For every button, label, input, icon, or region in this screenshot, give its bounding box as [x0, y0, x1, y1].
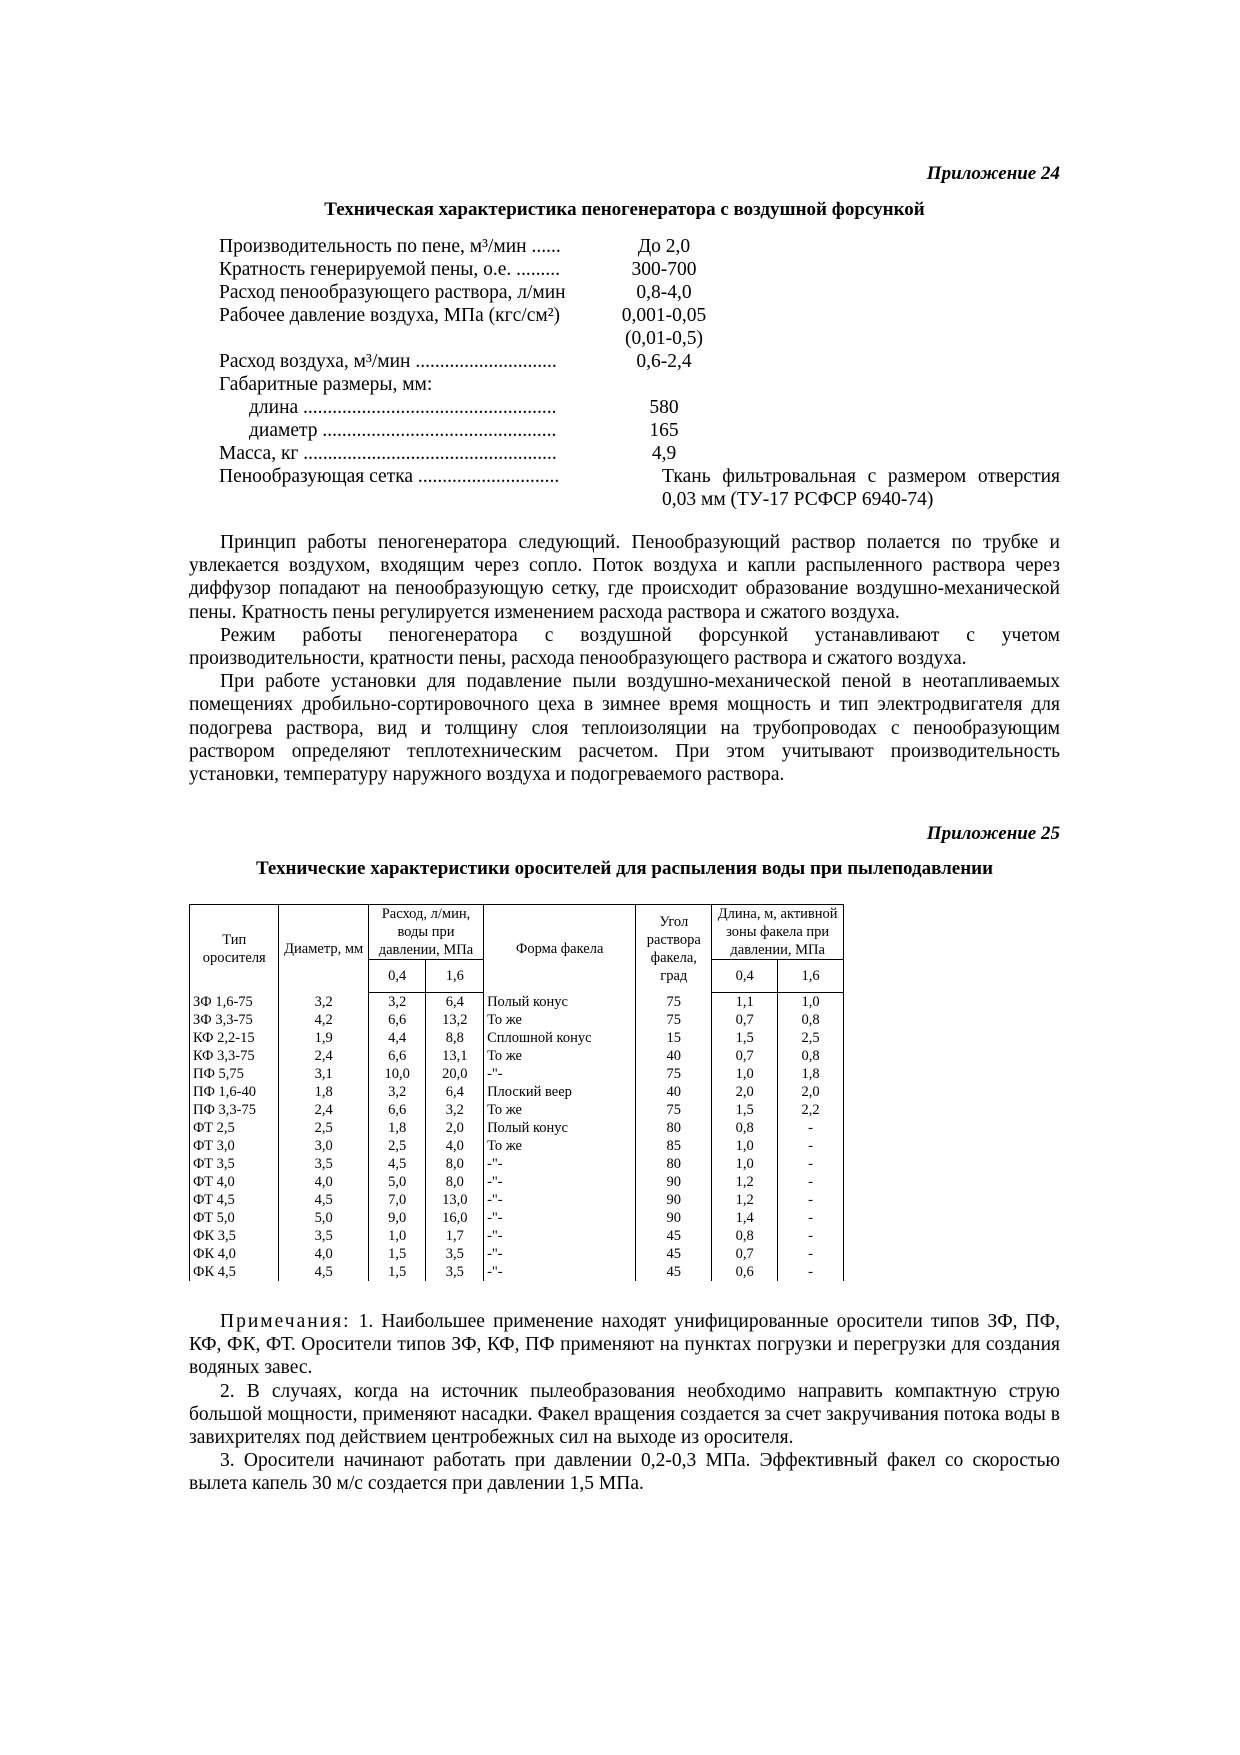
- table-row: [190, 1227, 844, 1245]
- note-paragraph: 3. Оросители начинают работать при давлении 0,2-0,3 МПа. Эффективный факел со скоростью вылета капель 30 м/с создается при давлении 1,5 МПа.: [189, 1450, 1060, 1495]
- cell-type: ФТ 5,0: [190, 1209, 279, 1227]
- cell-len-p1: 1,0: [712, 1137, 778, 1155]
- cell-shape: Полый конус: [484, 1119, 636, 1137]
- spec-label: Расход воздуха, м³/мин .............................: [219, 351, 557, 372]
- cell-angle: 75: [636, 993, 712, 1012]
- cell-diameter: 4,0: [279, 1173, 368, 1191]
- cell-type: ФК 4,0: [190, 1245, 279, 1263]
- spec-value: 165: [649, 420, 679, 441]
- cell-len-p1: 2,0: [712, 1083, 778, 1101]
- cell-flow-p1: 2,5: [368, 1137, 426, 1155]
- appendix-24-label: Приложение 24: [926, 163, 1060, 184]
- cell-shape: Плоский веер: [484, 1083, 636, 1101]
- spec-value: 0,8-4,0: [636, 282, 692, 303]
- spec-row: [219, 465, 1060, 511]
- cell-type: ФТ 2,5: [190, 1119, 279, 1137]
- cell-diameter: 3,5: [279, 1155, 368, 1173]
- cell-len-p2: 0,8: [778, 1047, 844, 1065]
- spec-row: [219, 419, 1060, 442]
- cell-len-p1: 0,8: [712, 1227, 778, 1245]
- cell-type: ЗФ 3,3-75: [190, 1011, 279, 1029]
- header-type: Тип оросителя: [190, 905, 279, 993]
- header-flow-p1: 0,4: [368, 960, 426, 993]
- cell-len-p2: -: [778, 1245, 844, 1263]
- cell-angle: 80: [636, 1119, 712, 1137]
- table-header-row: [190, 905, 844, 960]
- cell-len-p2: 2,0: [778, 1083, 844, 1101]
- table-row: [190, 1263, 844, 1281]
- table-row: [190, 1065, 844, 1083]
- table-row: [190, 1119, 844, 1137]
- cell-angle: 45: [636, 1263, 712, 1281]
- cell-angle: 40: [636, 1047, 712, 1065]
- table-row: [190, 1029, 844, 1047]
- cell-flow-p1: 6,6: [368, 1101, 426, 1119]
- cell-shape: -"-: [484, 1065, 636, 1083]
- cell-diameter: 3,5: [279, 1227, 368, 1245]
- cell-angle: 40: [636, 1083, 712, 1101]
- cell-flow-p2: 3,2: [426, 1101, 484, 1119]
- appendix-25-notes: [189, 1310, 1060, 1496]
- cell-len-p2: 2,2: [778, 1101, 844, 1119]
- spec-row: [219, 281, 1060, 304]
- cell-len-p1: 0,8: [712, 1119, 778, 1137]
- spec-row: [219, 350, 1060, 373]
- cell-angle: 90: [636, 1173, 712, 1191]
- paragraph: Принцип работы пеногенератора следующий. Пенообразующий раствор полается по трубке и увлекается воздухом, входящим через сопло. Поток воздуха и капли распыленного раствора через диффузор попадают на пенообразующую сетку, где происходит образование воздушно-механической пены. Кратность пены регулируется изменением расхода раствора и сжатого воздуха.: [189, 532, 1060, 623]
- cell-diameter: 4,2: [279, 1011, 368, 1029]
- cell-shape: -"-: [484, 1155, 636, 1173]
- cell-diameter: 1,9: [279, 1029, 368, 1047]
- spec-value: Ткань фильтровальная с размером отверстия 0,03 мм (ТУ-17 РСФСР 6940-74): [662, 466, 1060, 510]
- appendix-24-title: Техническая характеристика пеногенератора с воздушной форсункой: [324, 199, 925, 220]
- spec-list: [219, 235, 1060, 511]
- spec-row: [219, 235, 1060, 258]
- header-flow-p2: 1,6: [426, 960, 484, 993]
- table-row: [190, 1047, 844, 1065]
- cell-flow-p2: 13,0: [426, 1191, 484, 1209]
- cell-len-p2: -: [778, 1263, 844, 1281]
- cell-type: ПФ 5,75: [190, 1065, 279, 1083]
- table-row: [190, 993, 844, 1012]
- cell-angle: 75: [636, 1101, 712, 1119]
- spec-label: Пенообразующая сетка .............................: [219, 466, 560, 487]
- cell-len-p2: -: [778, 1227, 844, 1245]
- spec-value: 0,6-2,4: [636, 351, 692, 372]
- cell-flow-p1: 3,2: [368, 1083, 426, 1101]
- cell-angle: 45: [636, 1245, 712, 1263]
- note-text: 1. Наибольшее применение находят унифицированные оросители типов ЗФ, ПФ, КФ, ФК, ФТ. Оросители типов ЗФ, КФ, ПФ применяют на пунктах погрузки и перегрузки для создания водяных завес.: [189, 1311, 1061, 1379]
- spec-label: длина ....................................................: [249, 397, 557, 418]
- cell-flow-p1: 9,0: [368, 1209, 426, 1227]
- spec-row: [219, 442, 1060, 465]
- header-angle: Угол раствора факела, град: [636, 905, 712, 993]
- cell-len-p1: 1,1: [712, 993, 778, 1012]
- table-row: [190, 1083, 844, 1101]
- cell-shape: -"-: [484, 1191, 636, 1209]
- cell-diameter: 4,5: [279, 1263, 368, 1281]
- cell-flow-p2: 6,4: [426, 993, 484, 1012]
- cell-flow-p1: 1,5: [368, 1245, 426, 1263]
- cell-flow-p1: 4,5: [368, 1155, 426, 1173]
- sprinkler-table: [189, 904, 844, 1281]
- cell-flow-p2: 4,0: [426, 1137, 484, 1155]
- cell-shape: Полый конус: [484, 993, 636, 1012]
- spec-value: 300-700: [631, 259, 697, 280]
- cell-angle: 85: [636, 1137, 712, 1155]
- spec-label: Рабочее давление воздуха, МПа (кгс/см²): [219, 305, 561, 326]
- table-body: [190, 993, 844, 1282]
- cell-type: ФТ 3,5: [190, 1155, 279, 1173]
- table-row: [190, 1209, 844, 1227]
- cell-flow-p1: 1,0: [368, 1227, 426, 1245]
- cell-type: КФ 3,3-75: [190, 1047, 279, 1065]
- cell-angle: 90: [636, 1209, 712, 1227]
- cell-len-p2: -: [778, 1155, 844, 1173]
- table-row: [190, 1191, 844, 1209]
- cell-flow-p1: 6,6: [368, 1047, 426, 1065]
- spec-value: 4,9: [651, 443, 677, 464]
- cell-flow-p2: 2,0: [426, 1119, 484, 1137]
- spec-label: Производительность по пене, м³/мин ......: [219, 236, 561, 257]
- header-length-text: Длина, м, активной зоны факела при давлении, МПа: [717, 906, 838, 958]
- spec-label: Масса, кг ....................................................: [219, 443, 557, 464]
- cell-flow-p2: 13,1: [426, 1047, 484, 1065]
- cell-len-p2: -: [778, 1119, 844, 1137]
- note-paragraph: [189, 1310, 1060, 1380]
- cell-angle: 15: [636, 1029, 712, 1047]
- cell-len-p2: -: [778, 1209, 844, 1227]
- paragraph: При работе установки для подавление пыли воздушно-механической пеной в неотапливаемых помещениях дробильно-сортировочного цеха в зимнее время мощность и тип электродвигателя для подогрева раствора, вид и толщину слоя теплоизоляции на трубопроводах с пенообразующим раствором определяют теплотехническим расчетом. При этом учитывают производительность установки, температуру наружного воздуха и подогреваемого раствора.: [189, 671, 1060, 786]
- cell-angle: 80: [636, 1155, 712, 1173]
- cell-angle: 45: [636, 1227, 712, 1245]
- cell-len-p1: 0,7: [712, 1245, 778, 1263]
- cell-flow-p1: 4,4: [368, 1029, 426, 1047]
- cell-len-p1: 1,4: [712, 1209, 778, 1227]
- note-paragraph: 2. В случаях, когда на источник пылеобразования необходимо направить компактную струю большой мощности, применяют насадки. Факел вращения создается за счет закручивания потока воды в завихрителях под действием центробежных сил на выходе из оросителя.: [189, 1380, 1060, 1449]
- table-row: [190, 1245, 844, 1263]
- cell-diameter: 2,5: [279, 1119, 368, 1137]
- cell-len-p2: -: [778, 1173, 844, 1191]
- cell-len-p1: 1,2: [712, 1191, 778, 1209]
- cell-diameter: 3,2: [279, 993, 368, 1012]
- cell-flow-p2: 8,0: [426, 1155, 484, 1173]
- table-row: [190, 1101, 844, 1119]
- cell-type: ПФ 3,3-75: [190, 1101, 279, 1119]
- cell-type: ФК 4,5: [190, 1263, 279, 1281]
- cell-shape: -"-: [484, 1227, 636, 1245]
- cell-shape: -"-: [484, 1263, 636, 1281]
- cell-flow-p1: 1,8: [368, 1119, 426, 1137]
- header-diameter: Диаметр, мм: [279, 905, 368, 993]
- cell-flow-p1: 7,0: [368, 1191, 426, 1209]
- cell-type: ФК 3,5: [190, 1227, 279, 1245]
- cell-len-p1: 1,5: [712, 1029, 778, 1047]
- appendix-24-text: [189, 531, 1060, 786]
- cell-diameter: 4,0: [279, 1245, 368, 1263]
- spec-value: До 2,0: [637, 236, 691, 257]
- cell-diameter: 3,0: [279, 1137, 368, 1155]
- cell-type: ФТ 4,5: [190, 1191, 279, 1209]
- cell-angle: 75: [636, 1011, 712, 1029]
- spec-value-line: (0,01-0,5): [625, 328, 703, 349]
- header-flow: Расход, л/мин, воды при давлении, МПа: [368, 905, 483, 960]
- cell-angle: 90: [636, 1191, 712, 1209]
- cell-flow-p2: 3,5: [426, 1263, 484, 1281]
- cell-flow-p1: 3,2: [368, 993, 426, 1012]
- spec-row: [219, 258, 1060, 281]
- header-len-p2: 1,6: [778, 960, 844, 993]
- paragraph: Режим работы пеногенератора с воздушной форсункой устанавливают с учетом производительности, кратности пены, расхода пенообразующего раствора и сжатого воздуха.: [189, 624, 1060, 670]
- cell-type: КФ 2,2-15: [190, 1029, 279, 1047]
- cell-shape: -"-: [484, 1209, 636, 1227]
- cell-diameter: 4,5: [279, 1191, 368, 1209]
- spec-value: [619, 304, 709, 350]
- cell-len-p2: 1,0: [778, 993, 844, 1012]
- cell-flow-p1: 1,5: [368, 1263, 426, 1281]
- cell-type: ФТ 3,0: [190, 1137, 279, 1155]
- notes-label: Примечания:: [220, 1311, 351, 1332]
- table-row: [190, 1137, 844, 1155]
- cell-len-p1: 0,7: [712, 1047, 778, 1065]
- cell-len-p1: 1,5: [712, 1101, 778, 1119]
- spec-value-line: 0,001-0,05: [621, 305, 707, 326]
- cell-type: ФТ 4,0: [190, 1173, 279, 1191]
- cell-flow-p2: 6,4: [426, 1083, 484, 1101]
- header-len-p1: 0,4: [712, 960, 778, 993]
- cell-len-p2: 2,5: [778, 1029, 844, 1047]
- cell-flow-p2: 8,8: [426, 1029, 484, 1047]
- cell-diameter: 5,0: [279, 1209, 368, 1227]
- cell-len-p1: 0,6: [712, 1263, 778, 1281]
- header-length: [712, 905, 844, 960]
- spec-row: [219, 304, 1060, 350]
- cell-type: ПФ 1,6-40: [190, 1083, 279, 1101]
- cell-diameter: 3,1: [279, 1065, 368, 1083]
- table-row: [190, 1173, 844, 1191]
- spec-label: диаметр ................................................: [249, 420, 557, 441]
- spec-value: 580: [649, 397, 679, 418]
- spec-row: [219, 373, 1060, 396]
- cell-flow-p1: 5,0: [368, 1173, 426, 1191]
- cell-shape: -"-: [484, 1245, 636, 1263]
- cell-len-p1: 0,7: [712, 1011, 778, 1029]
- table-row: [190, 1155, 844, 1173]
- cell-flow-p2: 16,0: [426, 1209, 484, 1227]
- cell-len-p2: -: [778, 1137, 844, 1155]
- spec-row: [219, 396, 1060, 419]
- cell-type: ЗФ 1,6-75: [190, 993, 279, 1012]
- appendix-25-label: Приложение 25: [926, 823, 1060, 844]
- cell-len-p1: 1,0: [712, 1155, 778, 1173]
- cell-flow-p2: 1,7: [426, 1227, 484, 1245]
- cell-flow-p2: 8,0: [426, 1173, 484, 1191]
- cell-len-p1: 1,2: [712, 1173, 778, 1191]
- spec-label: Габаритные размеры, мм:: [219, 374, 433, 395]
- spec-label: Расход пенообразующего раствора, л/мин: [219, 282, 566, 303]
- cell-len-p2: 0,8: [778, 1011, 844, 1029]
- cell-len-p2: -: [778, 1191, 844, 1209]
- cell-shape: Сплошной конус: [484, 1029, 636, 1047]
- cell-shape: То же: [484, 1137, 636, 1155]
- cell-diameter: 2,4: [279, 1047, 368, 1065]
- cell-diameter: 1,8: [279, 1083, 368, 1101]
- cell-flow-p2: 3,5: [426, 1245, 484, 1263]
- header-shape: Форма факела: [484, 905, 636, 993]
- cell-shape: То же: [484, 1101, 636, 1119]
- cell-flow-p2: 13,2: [426, 1011, 484, 1029]
- cell-shape: То же: [484, 1047, 636, 1065]
- cell-flow-p2: 20,0: [426, 1065, 484, 1083]
- cell-angle: 75: [636, 1065, 712, 1083]
- cell-flow-p1: 6,6: [368, 1011, 426, 1029]
- spec-label: Кратность генерируемой пены, о.е. .........: [219, 259, 561, 280]
- cell-flow-p1: 10,0: [368, 1065, 426, 1083]
- cell-len-p1: 1,0: [712, 1065, 778, 1083]
- cell-shape: То же: [484, 1011, 636, 1029]
- cell-diameter: 2,4: [279, 1101, 368, 1119]
- table-row: [190, 1011, 844, 1029]
- appendix-25-title: Технические характеристики оросителей для распыления воды при пылеподавлении: [255, 858, 994, 879]
- cell-len-p2: 1,8: [778, 1065, 844, 1083]
- cell-shape: -"-: [484, 1173, 636, 1191]
